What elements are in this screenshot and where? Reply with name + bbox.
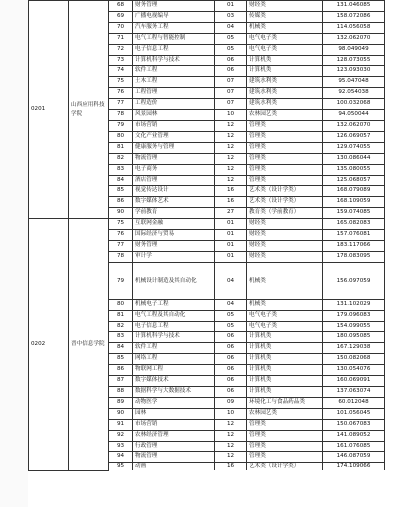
major-number: 75: [109, 77, 133, 88]
major-number: 88: [109, 387, 133, 398]
major-number: 87: [109, 376, 133, 387]
major-number: 75: [109, 219, 133, 230]
school-code: 0202: [29, 219, 69, 471]
major-number: 80: [109, 131, 133, 142]
major-category: 管理类: [247, 120, 323, 131]
plan-code: 16: [215, 463, 247, 471]
score-value: 135.080055: [323, 164, 385, 175]
plan-code: 06: [215, 343, 247, 354]
major-number: 76: [109, 230, 133, 241]
major-category: 管理类: [247, 164, 323, 175]
major-name: 电子信息工程: [133, 44, 215, 55]
plan-code: 07: [215, 77, 247, 88]
major-category: 财经类: [247, 251, 323, 262]
school-name: 晋中信息学院: [69, 219, 109, 471]
major-number: 91: [109, 419, 133, 430]
score-value: 154.099055: [323, 321, 385, 332]
major-name: 市场营销: [133, 120, 215, 131]
major-name: 物流管理: [133, 153, 215, 164]
major-name: 酒店管理: [133, 175, 215, 186]
plan-code: 12: [215, 452, 247, 463]
plan-code: 12: [215, 419, 247, 430]
score-value: 150.082068: [323, 354, 385, 365]
major-name: 互联网金融: [133, 219, 215, 230]
score-value: 130.054076: [323, 365, 385, 376]
major-number: 79: [109, 262, 133, 299]
major-category: 计算机类: [247, 376, 323, 387]
table-row: [29, 1, 385, 12]
major-number: 81: [109, 142, 133, 153]
plan-code: 03: [215, 11, 247, 22]
major-number: 81: [109, 310, 133, 321]
score-value: 123.093030: [323, 66, 385, 77]
major-category: 建筑水利类: [247, 88, 323, 99]
score-value: 161.076085: [323, 441, 385, 452]
score-value: 114.056058: [323, 22, 385, 33]
major-number: 77: [109, 240, 133, 251]
score-value: 100.032068: [323, 99, 385, 110]
score-value: 92.054038: [323, 88, 385, 99]
score-value: 168.079089: [323, 186, 385, 197]
major-number: 77: [109, 99, 133, 110]
major-name: 风景园林: [133, 110, 215, 121]
plan-code: 16: [215, 197, 247, 208]
major-number: 86: [109, 197, 133, 208]
table-row: [29, 219, 385, 230]
major-name: 园林: [133, 408, 215, 419]
major-name: 电子商务: [133, 164, 215, 175]
major-category: 计算机类: [247, 55, 323, 66]
school-name: 山西应用科技学院: [69, 1, 109, 219]
major-name: 电气工程及其自动化: [133, 310, 215, 321]
major-category: 电气电子类: [247, 321, 323, 332]
major-category: 机械类: [247, 299, 323, 310]
major-name: 物流管理: [133, 452, 215, 463]
major-name: 物联网工程: [133, 365, 215, 376]
major-number: 89: [109, 397, 133, 408]
major-category: 建筑水利类: [247, 77, 323, 88]
major-number: 71: [109, 33, 133, 44]
score-value: 165.082083: [323, 219, 385, 230]
plan-code: 05: [215, 310, 247, 321]
major-number: 70: [109, 22, 133, 33]
score-value: 150.067083: [323, 419, 385, 430]
plan-code: 10: [215, 110, 247, 121]
major-category: 艺术类（设计学类）: [247, 186, 323, 197]
plan-code: 06: [215, 66, 247, 77]
major-number: 74: [109, 66, 133, 77]
major-number: 85: [109, 186, 133, 197]
major-number: 90: [109, 408, 133, 419]
score-value: 94.050044: [323, 110, 385, 121]
score-value: 128.073055: [323, 55, 385, 66]
major-number: 79: [109, 120, 133, 131]
major-category: 艺术类（设计学类）: [247, 463, 323, 471]
plan-code: 06: [215, 332, 247, 343]
major-name: 数字媒体技术: [133, 376, 215, 387]
major-category: 电气电子类: [247, 310, 323, 321]
major-category: 管理类: [247, 131, 323, 142]
major-category: 财经类: [247, 1, 323, 12]
major-name: 农林经济管理: [133, 430, 215, 441]
major-category: 机械类: [247, 22, 323, 33]
major-number: 83: [109, 332, 133, 343]
major-category: 管理类: [247, 153, 323, 164]
plan-code: 10: [215, 408, 247, 419]
major-category: 计算机类: [247, 343, 323, 354]
plan-code: 01: [215, 219, 247, 230]
left-margin: [0, 0, 28, 507]
plan-code: 04: [215, 262, 247, 299]
major-number: 76: [109, 88, 133, 99]
score-value: 95.047048: [323, 77, 385, 88]
major-name: 视觉传达设计: [133, 186, 215, 197]
plan-code: 12: [215, 430, 247, 441]
major-name: 电子信息工程: [133, 321, 215, 332]
major-category: 电气电子类: [247, 44, 323, 55]
plan-code: 01: [215, 1, 247, 12]
score-value: 183.117066: [323, 240, 385, 251]
plan-code: 01: [215, 230, 247, 241]
plan-code: 05: [215, 33, 247, 44]
plan-code: 12: [215, 120, 247, 131]
score-value: 98.049049: [323, 44, 385, 55]
major-name: 国际经济与贸易: [133, 230, 215, 241]
score-value: 60.012048: [323, 397, 385, 408]
school-code: 0201: [29, 1, 69, 219]
plan-code: 12: [215, 441, 247, 452]
major-number: 84: [109, 175, 133, 186]
score-value: 156.097059: [323, 262, 385, 299]
plan-code: 12: [215, 175, 247, 186]
major-category: 艺术类（设计学类）: [247, 197, 323, 208]
major-name: 汽车服务工程: [133, 22, 215, 33]
major-category: 电气电子类: [247, 33, 323, 44]
major-name: 软件工程: [133, 66, 215, 77]
major-number: 73: [109, 55, 133, 66]
plan-code: 12: [215, 164, 247, 175]
major-name: 动画: [133, 463, 215, 471]
major-number: 68: [109, 1, 133, 12]
major-number: 86: [109, 365, 133, 376]
admission-score-table: [28, 0, 385, 471]
major-category: 教育类（学前教育）: [247, 208, 323, 219]
score-value: 179.096083: [323, 310, 385, 321]
major-category: 财经类: [247, 230, 323, 241]
plan-code: 16: [215, 186, 247, 197]
major-name: 工程造价: [133, 99, 215, 110]
score-value: 157.076081: [323, 230, 385, 241]
major-name: 机械电子工程: [133, 299, 215, 310]
major-category: 计算机类: [247, 66, 323, 77]
score-value: 146.087059: [323, 452, 385, 463]
major-number: 78: [109, 251, 133, 262]
score-value: 132.062070: [323, 120, 385, 131]
major-category: 管理类: [247, 441, 323, 452]
plan-code: 05: [215, 321, 247, 332]
major-number: 92: [109, 430, 133, 441]
major-category: 管理类: [247, 419, 323, 430]
score-value: 131.102029: [323, 299, 385, 310]
major-name: 数字媒体艺术: [133, 197, 215, 208]
plan-code: 06: [215, 376, 247, 387]
major-number: 69: [109, 11, 133, 22]
major-name: 软件工程: [133, 343, 215, 354]
score-value: 167.129038: [323, 343, 385, 354]
major-category: 机械类: [247, 262, 323, 299]
major-name: 行政管理: [133, 441, 215, 452]
score-value: 180.095085: [323, 332, 385, 343]
score-value: 125.068057: [323, 175, 385, 186]
major-name: 土木工程: [133, 77, 215, 88]
plan-code: 12: [215, 142, 247, 153]
score-value: 129.074055: [323, 142, 385, 153]
major-category: 计算机类: [247, 387, 323, 398]
major-number: 85: [109, 354, 133, 365]
major-number: 72: [109, 44, 133, 55]
plan-code: 04: [215, 299, 247, 310]
major-name: 机械设计制造及其自动化: [133, 262, 215, 299]
score-value: 131.046085: [323, 1, 385, 12]
score-value: 137.063074: [323, 387, 385, 398]
major-category: 财经类: [247, 240, 323, 251]
major-category: 计算机类: [247, 332, 323, 343]
plan-code: 06: [215, 354, 247, 365]
major-name: 审计学: [133, 251, 215, 262]
major-name: 计算机科学与技术: [133, 55, 215, 66]
plan-code: 01: [215, 240, 247, 251]
major-category: 管理类: [247, 175, 323, 186]
major-number: 84: [109, 343, 133, 354]
major-category: 管理类: [247, 142, 323, 153]
major-number: 82: [109, 321, 133, 332]
major-category: 建筑水利类: [247, 99, 323, 110]
major-category: 计算机类: [247, 365, 323, 376]
major-name: 文化产业管理: [133, 131, 215, 142]
major-category: 农林园艺类: [247, 408, 323, 419]
major-category: 农林园艺类: [247, 110, 323, 121]
major-number: 95: [109, 463, 133, 471]
major-number: 82: [109, 153, 133, 164]
score-value: 160.069091: [323, 376, 385, 387]
major-number: 83: [109, 164, 133, 175]
major-name: 健康服务与管理: [133, 142, 215, 153]
score-value: 101.056045: [323, 408, 385, 419]
score-value: 158.072086: [323, 11, 385, 22]
score-value: 168.109059: [323, 197, 385, 208]
major-category: 财经类: [247, 219, 323, 230]
major-name: 计算机科学与技术: [133, 332, 215, 343]
score-value: 159.074085: [323, 208, 385, 219]
score-value: 141.089052: [323, 430, 385, 441]
score-value: 178.083095: [323, 251, 385, 262]
major-name: 财务管理: [133, 1, 215, 12]
plan-code: 07: [215, 99, 247, 110]
major-number: 78: [109, 110, 133, 121]
major-number: 94: [109, 452, 133, 463]
major-number: 80: [109, 299, 133, 310]
plan-code: 09: [215, 397, 247, 408]
score-value: 132.062070: [323, 33, 385, 44]
major-name: 市场营销: [133, 419, 215, 430]
plan-code: 01: [215, 251, 247, 262]
major-name: 财务管理: [133, 240, 215, 251]
major-name: 广播电视编导: [133, 11, 215, 22]
major-category: 环境化工与食品药品类: [247, 397, 323, 408]
plan-code: 12: [215, 131, 247, 142]
plan-code: 07: [215, 88, 247, 99]
major-name: 网络工程: [133, 354, 215, 365]
major-name: 电气工程与智能控制: [133, 33, 215, 44]
score-value: 174.109066: [323, 463, 385, 471]
major-name: 工程管理: [133, 88, 215, 99]
plan-code: 06: [215, 365, 247, 376]
major-category: 管理类: [247, 452, 323, 463]
major-category: 传媒类: [247, 11, 323, 22]
plan-code: 06: [215, 55, 247, 66]
major-category: 管理类: [247, 430, 323, 441]
major-name: 动物医学: [133, 397, 215, 408]
major-number: 90: [109, 208, 133, 219]
major-number: 93: [109, 441, 133, 452]
major-name: 学前教育: [133, 208, 215, 219]
score-value: 130.086044: [323, 153, 385, 164]
plan-code: 12: [215, 153, 247, 164]
score-value: 126.069057: [323, 131, 385, 142]
plan-code: 06: [215, 387, 247, 398]
major-name: 数据科学与大数据技术: [133, 387, 215, 398]
plan-code: 27: [215, 208, 247, 219]
plan-code: 04: [215, 22, 247, 33]
major-category: 计算机类: [247, 354, 323, 365]
plan-code: 05: [215, 44, 247, 55]
